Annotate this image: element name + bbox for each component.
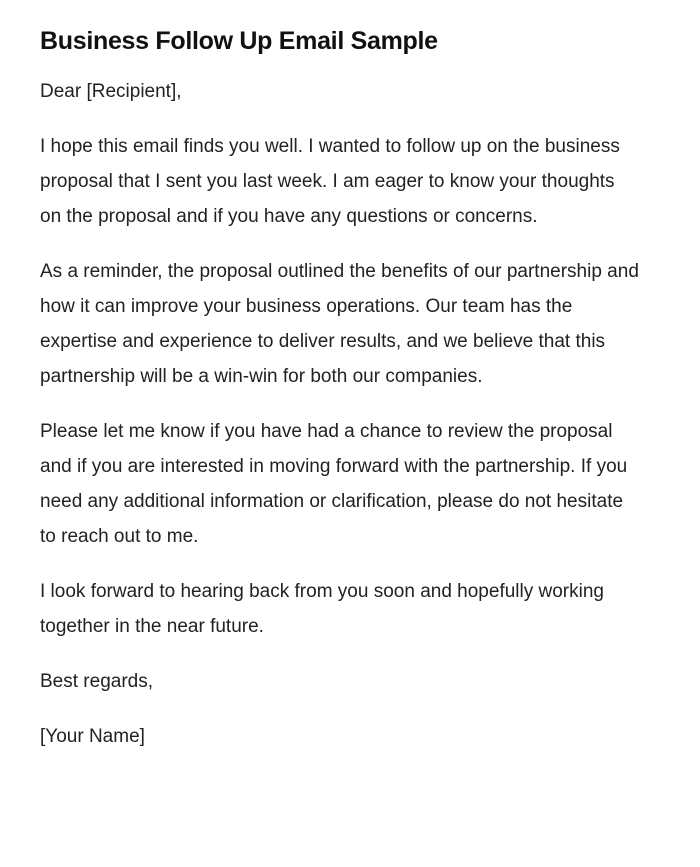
body-paragraph-4: I look forward to hearing back from you soon and hopefully working together in the near future. xyxy=(40,581,604,637)
closing: Best regards, xyxy=(40,671,153,692)
body-paragraph-2: As a reminder, the proposal outlined the benefits of our partnership and how it can improve your business operations. Our team has the expertise and experience to deliver results, and we believe that this partnership will be a win-win for both our companies. xyxy=(40,261,639,387)
greeting: Dear [Recipient], xyxy=(40,81,182,102)
signature: [Your Name] xyxy=(40,726,145,747)
page-title: Business Follow Up Email Sample xyxy=(40,27,438,55)
email-document xyxy=(40,24,640,774)
body-paragraph-3: Please let me know if you have had a chance to review the proposal and if you are interested in moving forward with the partnership. If you need any additional information or clarification, please do not hesitate to reach out to me. xyxy=(40,421,628,547)
body-paragraph-1: I hope this email finds you well. I wanted to follow up on the business proposal that I sent you last week. I am eager to know your thoughts on the proposal and if you have any questions or concerns. xyxy=(40,136,620,227)
